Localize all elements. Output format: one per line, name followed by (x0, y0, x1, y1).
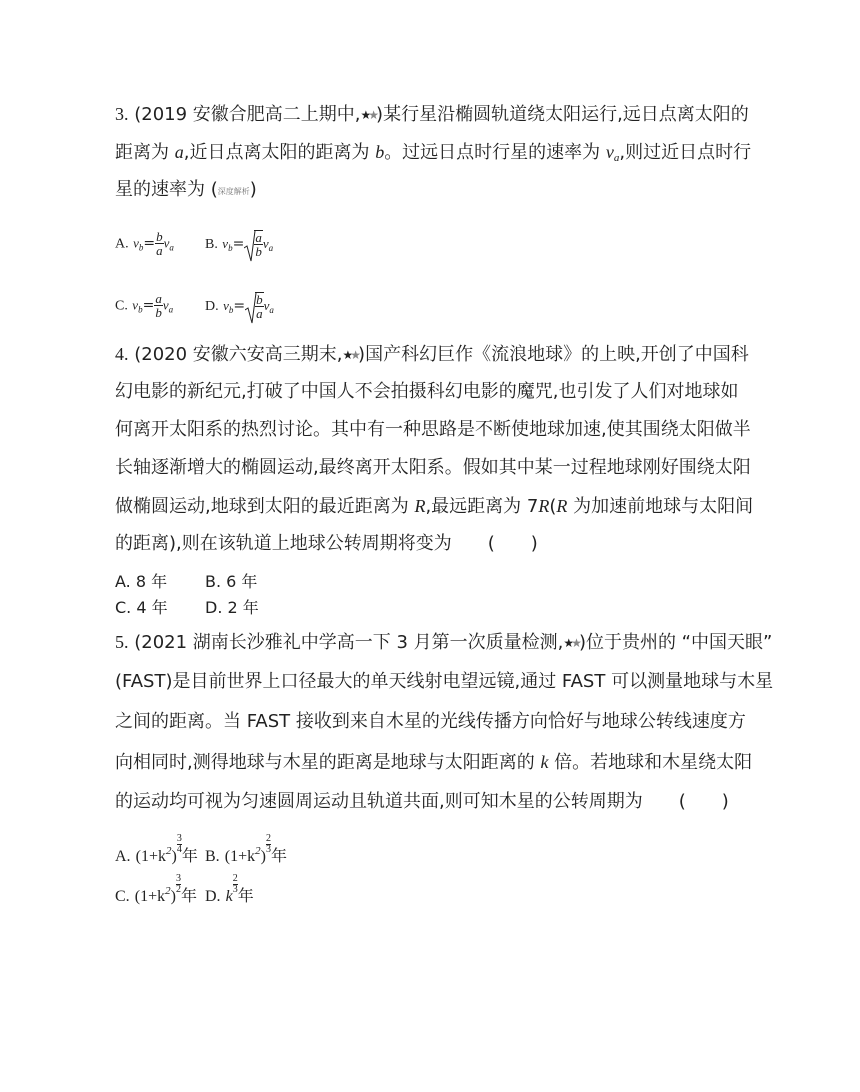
math-eq: = (232, 236, 245, 252)
math-v: v (263, 298, 270, 313)
var-R: R (414, 496, 426, 516)
exponent-fraction: $\frac{2}{3}$ (232, 873, 238, 895)
q3-number: 3. (115, 104, 129, 124)
math-square: 2 (165, 885, 171, 897)
analysis-tag: 深度解析 (217, 187, 250, 196)
math-close: ) (171, 848, 177, 865)
option-label: D. (205, 888, 221, 905)
q4-line-2 (115, 380, 738, 404)
q3-option-d[interactable] (205, 292, 274, 320)
var-a: a (174, 142, 184, 162)
unit: 年 (181, 846, 198, 865)
exponent-fraction: $\frac{3}{2}$ (175, 873, 181, 895)
var-v: v (605, 142, 614, 162)
q5-line-1 (115, 630, 772, 655)
q5-option-b[interactable] (205, 834, 287, 867)
q5-line-4 (115, 750, 752, 775)
q3-stem-2d: ,则过近日点时行 (619, 142, 752, 163)
q5-line-3 (115, 710, 746, 734)
q5-stem-1: )位于贵州的 “中国天眼” (578, 632, 773, 653)
q4-option-d[interactable]: D. 2 年 (205, 598, 259, 617)
math-sub-a: a (269, 305, 274, 315)
math-sub-a: a (169, 242, 174, 253)
math-base: (1+k (135, 848, 167, 865)
math-v: v (133, 235, 139, 251)
math-base: (1+k (134, 888, 166, 905)
math-v: v (222, 236, 229, 251)
q4-line-6 (115, 532, 538, 556)
q5-line-5 (115, 790, 729, 814)
option-label: B. (205, 237, 218, 252)
q3-option-c[interactable] (115, 292, 173, 320)
q5-stem-2: (FAST)是目前世界上口径最大的单天线射电望远镜,通过 FAST 可以测量地球与木星 (115, 671, 774, 692)
q4-stem-5b: ,最远距离为 7 (425, 496, 539, 517)
q5-stem-4a: 向相同时,测得地球与木星的距离是地球与太阳距离的 (115, 752, 541, 773)
option-label: C. (115, 888, 130, 905)
math-sub-a: a (168, 304, 174, 315)
var-v-sub: a (613, 152, 620, 164)
q3-source: (2019 安徽合肥高二上期中, (134, 104, 361, 125)
var-R: R (538, 496, 550, 516)
var-R: R (556, 496, 568, 516)
q3-stem-2c: 。过远日点时行星的速率为 (384, 142, 606, 163)
difficulty-star-icon: ★★ (360, 108, 377, 122)
q3-stem-2b: ,近日点离太阳的距离为 (183, 142, 376, 163)
math-base-k: k (225, 888, 233, 905)
q5-option-c[interactable] (115, 874, 197, 907)
q3-option-a[interactable] (115, 230, 174, 258)
var-b: b (375, 142, 385, 162)
q4-line-5 (115, 494, 753, 519)
math-close: ) (260, 848, 266, 865)
q4-source: (2020 安徽六安高三期末, (134, 344, 343, 365)
q3-stem-3-end: ) (249, 179, 257, 200)
fraction-a-over-b: $\frac{a}{b}$ (155, 291, 162, 320)
q4-number: 4. (115, 344, 129, 364)
q4-stem-1: )国产科幻巨作《流浪地球》的上映,开创了中国科 (358, 344, 749, 365)
math-v: v (223, 298, 229, 313)
q5-stem-3: 之间的距离。当 FAST 接收到来自木星的光线传播方向恰好与地球公转线速度方 (115, 711, 746, 732)
q3-line-3 (115, 178, 257, 204)
math-eq: = (142, 297, 155, 314)
math-base: (1+k (224, 848, 256, 865)
q5-option-a[interactable] (115, 834, 198, 867)
unit: 年 (237, 886, 254, 905)
q5-line-2 (115, 670, 773, 694)
q4-stem-2: 幻电影的新纪元,打破了中国人不会拍摄科幻电影的魔咒,也引发了人们对地球如 (115, 381, 739, 402)
q4-line-4 (115, 456, 751, 480)
math-square: 2 (166, 845, 172, 857)
q4-line-3 (115, 418, 751, 442)
q5-stem-4b: 倍。若地球和木星绕太阳 (548, 752, 753, 773)
q3-stem-3: 星的速率为 ( (115, 179, 218, 200)
q4-stem-5c: ( (549, 496, 557, 517)
q5-number: 5. (115, 632, 129, 652)
exponent-fraction: $\frac{2}{3}$ (265, 833, 271, 855)
math-v: v (162, 297, 169, 313)
q3-stem-1: )某行星沿椭圆轨道绕太阳运行,远日点离太阳的 (376, 104, 749, 125)
q4-stem-6: 的距离),则在该轨道上地球公转周期将变为 ( ) (115, 533, 538, 554)
q3-line-2 (115, 140, 751, 170)
q4-option-a[interactable]: A. 8 年 (115, 572, 168, 591)
q3-stem-2a: 距离为 (115, 142, 175, 163)
math-sub-b: b (138, 242, 144, 253)
option-label: A. (115, 236, 129, 252)
q4-stem-5a: 做椭圆运动,地球到太阳的最近距离为 (115, 496, 415, 517)
option-label: C. (115, 298, 128, 314)
math-close: ) (170, 888, 176, 905)
var-k: k (540, 752, 549, 772)
q3-line-1 (115, 102, 749, 127)
option-label: A. (115, 848, 131, 865)
q5-stem-5: 的运动均可视为匀速圆周运动且轨道共面,则可知木星的公转周期为 ( ) (115, 791, 729, 812)
math-square: 2 (255, 845, 261, 857)
q3-option-b[interactable] (205, 230, 273, 258)
math-v: v (132, 297, 139, 313)
option-label: B. (205, 848, 220, 865)
sqrt-a-over-b: $\frac{a}{b}$ (244, 230, 263, 258)
q4-option-b[interactable]: B. 6 年 (205, 572, 258, 591)
q5-option-d[interactable] (205, 874, 254, 907)
math-v: v (262, 236, 269, 251)
difficulty-star-icon: ★★ (342, 348, 359, 362)
q4-line-1 (115, 342, 749, 367)
exponent-fraction: $\frac{3}{4}$ (176, 833, 182, 855)
math-sub-b: b (228, 305, 234, 315)
math-eq: = (233, 298, 246, 314)
difficulty-star-icon: ★★ (563, 636, 579, 650)
math-sub-b: b (228, 243, 233, 253)
math-v: v (163, 235, 170, 251)
q4-stem-5d: 为加速前地球与太阳间 (567, 496, 754, 517)
sqrt-b-over-a: $\frac{b}{a}$ (245, 292, 264, 320)
math-eq: = (143, 235, 156, 252)
option-label: D. (205, 299, 219, 314)
q4-stem-3: 何离开太阳系的热烈讨论。其中有一种思路是不断使地球加速,使其围绕太阳做半 (115, 419, 751, 440)
unit: 年 (180, 886, 197, 905)
fraction-b-over-a: $\frac{b}{a}$ (156, 229, 163, 258)
math-sub-b: b (138, 304, 143, 315)
math-sub-a: a (268, 243, 274, 253)
q5-source: (2021 湖南长沙雅礼中学高一下 3 月第一次质量检测, (134, 632, 564, 653)
unit: 年 (270, 846, 287, 865)
q4-stem-4: 长轴逐渐增大的椭圆运动,最终离开太阳系。假如其中某一过程地球刚好围绕太阳 (115, 457, 751, 478)
q4-option-c[interactable]: C. 4 年 (115, 598, 168, 617)
